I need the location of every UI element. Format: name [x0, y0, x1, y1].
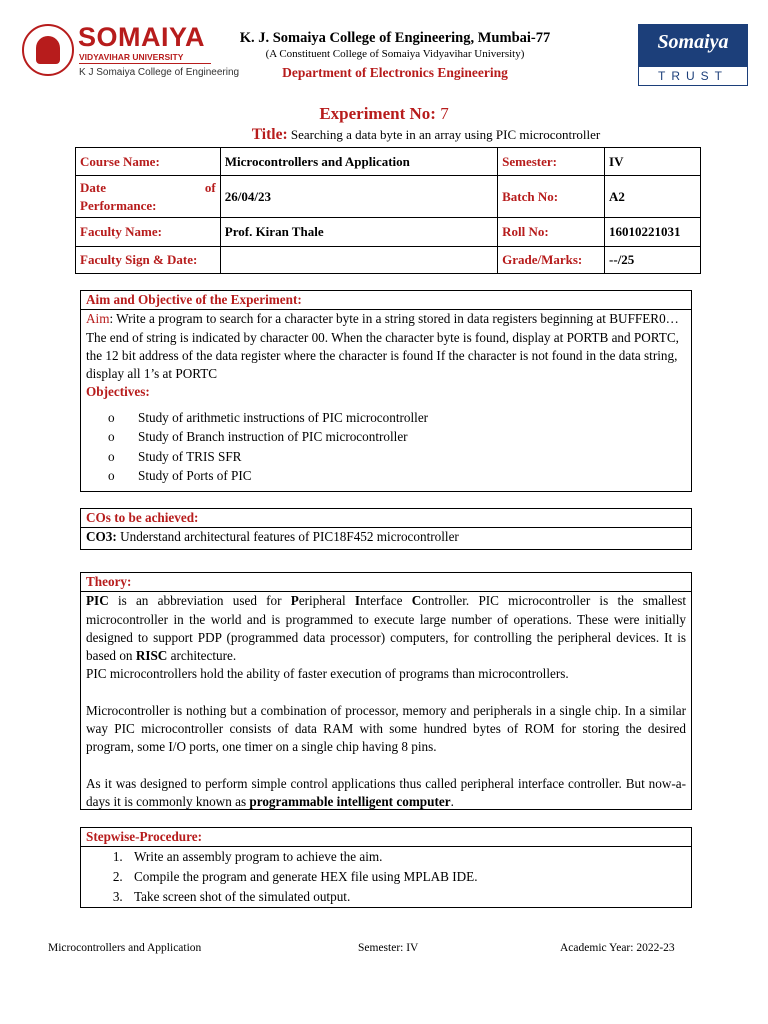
university-seal-icon: [22, 24, 74, 76]
date-label-part2: of: [204, 179, 216, 195]
theory-text: architecture.: [167, 648, 237, 664]
aim-label: Aim: [86, 311, 110, 327]
theory-heading: Theory:: [81, 573, 691, 592]
theory-text: is an abbreviation used for: [108, 593, 291, 609]
aim-text: : Write a program to search for a character byte in a string stored in data registers beginning at BUFFER0… The end of string is indicated by character 00. When the character byte is found, display at PORTB and PORTC, the 12 bit address of the data register where the character is found If the character is not found in the data string, display all 1’s at PORTC: [86, 311, 679, 382]
department-name: Department of Electronics Engineering: [282, 65, 508, 80]
objective-item: o Study of TRIS SFR: [108, 447, 686, 467]
date-label: [76, 176, 221, 218]
risc-term: RISC: [135, 648, 168, 664]
faculty-label: Faculty Name:: [76, 218, 221, 247]
logo-brand-text: SOMAIYA: [78, 22, 206, 52]
grade-label: Grade/Marks:: [498, 247, 605, 274]
date-label-part1: Date: [80, 179, 106, 195]
batch-value: A2: [605, 176, 701, 218]
experiment-title: [0, 126, 768, 144]
objective-item: o Study of Branch instruction of PIC microcontroller: [108, 427, 686, 447]
semester-label: Semester:: [498, 148, 605, 176]
theory-paragraph-2: PIC microcontrollers hold the ability of faster execution of programs than microcontrollers.: [86, 666, 569, 682]
logo-divider: [79, 63, 211, 64]
grade-value: --/25: [605, 247, 701, 274]
aim-section: [80, 290, 692, 492]
experiment-number-value: 7: [440, 104, 449, 123]
logo-college-text: K J Somaiya College of Engineering: [79, 67, 240, 78]
college-name: K. J. Somaiya College of Engineering, Mumbai-77: [239, 30, 551, 46]
procedure-heading: Stepwise-Procedure:: [81, 828, 691, 847]
theory-body: [81, 592, 691, 811]
procedure-step: 3. Take screen shot of the simulated output.: [126, 887, 691, 907]
roll-value: 16010221031: [605, 218, 701, 247]
constituent-note: (A Constituent College of Somaiya Vidyavihar University): [265, 48, 525, 60]
title-label: Title:: [251, 126, 288, 143]
somaiya-trust-logo: [638, 24, 748, 86]
theory-initial-c: C: [411, 593, 422, 609]
procedure-steps: [81, 847, 691, 907]
experiment-number: [0, 104, 768, 124]
theory-text: .: [450, 793, 454, 809]
theory-text: As it was designed to perform simple control applications thus called peripheral interface controller. But now-a-days it is commonly known as: [86, 775, 686, 809]
faculty-value: Prof. Kiran Thale: [220, 218, 497, 247]
theory-text: eripheral: [298, 593, 355, 609]
date-value: 26/04/23: [220, 176, 497, 218]
procedure-step: 1. Write an assembly program to achieve the aim.: [126, 847, 691, 867]
roll-label: Roll No:: [498, 218, 605, 247]
batch-label: Batch No:: [498, 176, 605, 218]
theory-paragraph-4: [86, 775, 686, 812]
aim-heading: Aim and Objective of the Experiment:: [81, 291, 691, 310]
objective-item: o Study of Ports of PIC: [108, 466, 686, 486]
title-text: Searching a data byte in an array using PIC microcontroller: [290, 127, 601, 142]
cos-body: [81, 528, 691, 546]
cos-heading: COs to be achieved:: [81, 509, 691, 528]
date-label-part3: Performance:: [80, 197, 157, 213]
aim-body: [81, 310, 691, 485]
logo-sub-text: VIDYAVIHAR UNIVERSITY: [79, 52, 184, 62]
objectives-list: [86, 408, 686, 486]
course-info-table: [75, 147, 701, 274]
aim-paragraph: [86, 310, 686, 383]
course-name-label: Course Name:: [76, 148, 221, 176]
pic-term: PIC: [86, 593, 109, 609]
procedure-step: 2. Compile the program and generate HEX file using MPLAB IDE.: [126, 867, 691, 887]
semester-value: IV: [605, 148, 701, 176]
course-name-value: Microcontrollers and Application: [220, 148, 497, 176]
experiment-label: Experiment No:: [319, 104, 436, 123]
co-text: Understand architectural features of PIC18F452 microcontroller: [116, 529, 459, 545]
theory-text: nterface: [360, 593, 412, 609]
theory-paragraph-3: Microcontroller is nothing but a combination of processor, memory and peripherals in a single chip. In a similar way PIC microcontroller consists of data RAM with some hundred bytes of ROM for storing the desired program, some I/O ports, one timer on a single chip having 8 pins.: [86, 702, 686, 755]
procedure-section: [80, 827, 692, 908]
footer-year: Academic Year: 2022-23: [560, 942, 675, 954]
theory-paragraph-1: [86, 592, 686, 665]
theory-initial-p: P: [290, 593, 299, 609]
trust-logo-word: Somaiya: [657, 31, 729, 53]
sign-label: Faculty Sign & Date:: [76, 247, 221, 274]
theory-initial-i: I: [354, 593, 361, 609]
co-label: CO3:: [86, 529, 117, 545]
objective-item: o Study of arithmetic instructions of PIC microcontroller: [108, 408, 686, 428]
somaiya-university-logo: [22, 22, 240, 84]
sign-value: [220, 247, 497, 274]
trust-logo-label: TRUST: [658, 69, 728, 83]
theory-text: ontroller. PIC microcontroller is the smallest microcontroller in the world and is programmed to execute large number of operations. These were initially designed to support PDP (programmed data processor) computers, for controlling the peripheral devices. It is based on: [86, 593, 686, 664]
footer-course: Microcontrollers and Application: [48, 942, 202, 954]
objectives-label: Objectives:: [86, 384, 150, 400]
footer-semester: Semester: IV: [358, 942, 419, 954]
pic-full-name: programmable intelligent computer: [249, 793, 451, 809]
theory-section: [80, 572, 692, 810]
cos-section: [80, 508, 692, 550]
college-header: [230, 30, 560, 81]
